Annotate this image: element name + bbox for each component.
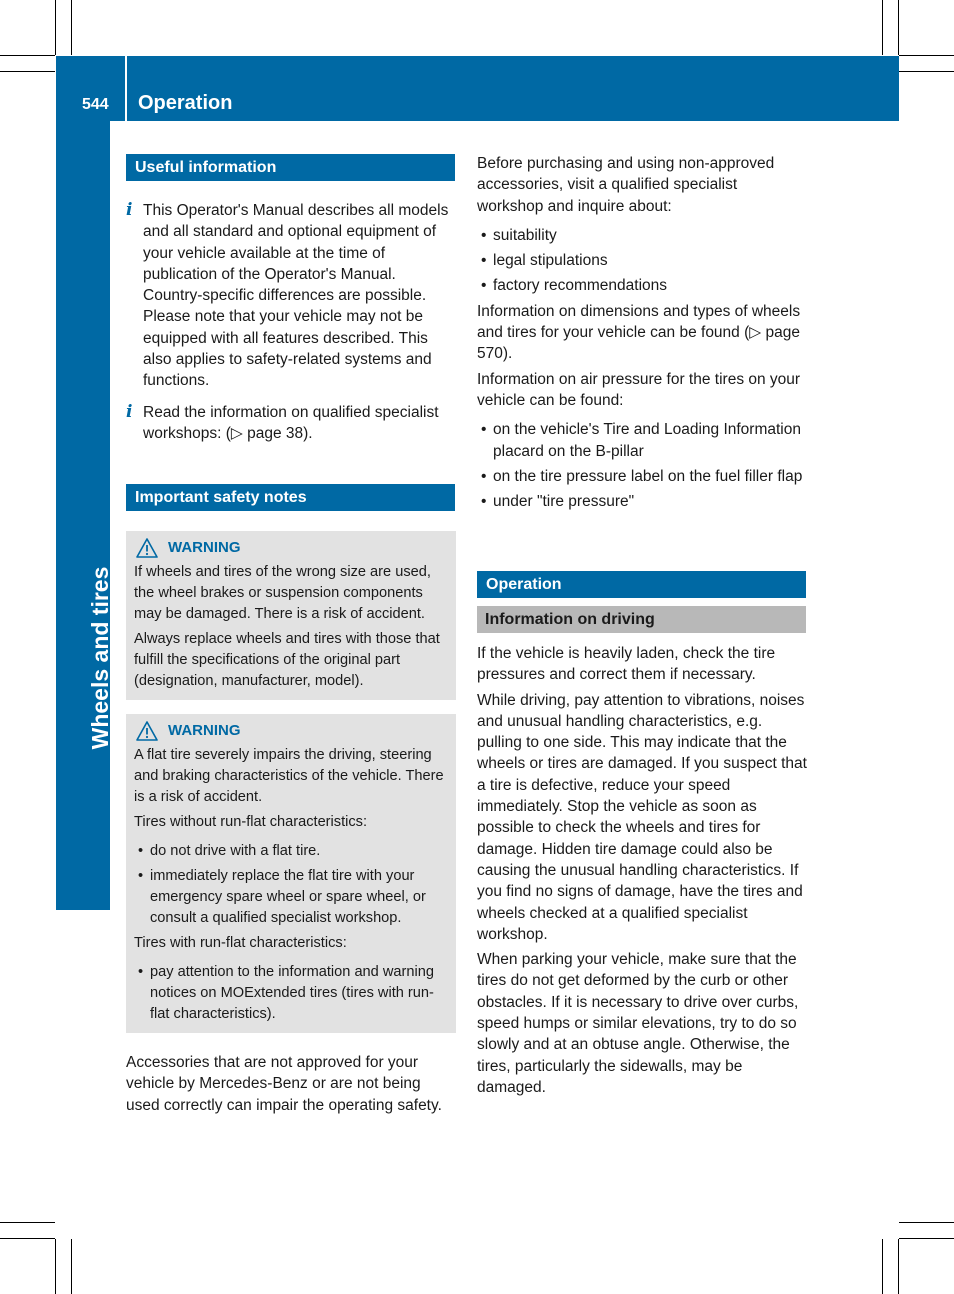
crop-mark — [899, 55, 954, 56]
warning-box — [126, 714, 456, 1033]
driving-text: When parking your vehicle, make sure that the tires do not get deformed by the curb or other obstacles. If it is necessary to drive over curbs, speed humps or similar elevations, try to do so slowly and at an obtuse angle. Otherwise, the tires, particularly the sidewalls, may be damaged. — [477, 951, 799, 1096]
warning-text: Tires with run-flat characteristics: — [134, 935, 347, 951]
dimensions-text: Information on dimensions and types of wheels and tires for your vehicle can be found (▷ page 570). — [477, 302, 801, 363]
operation-section — [477, 571, 807, 1098]
list-item: • do not drive with a flat tire. — [134, 841, 448, 862]
left-column — [126, 154, 456, 444]
safety-notes-heading: Important safety notes — [126, 484, 455, 511]
list-item: • legal stipulations — [477, 250, 807, 271]
list-item: • factory recommendations — [477, 275, 807, 296]
pressure-text: Information on air pressure for the tires on your vehicle can be found: — [477, 370, 801, 409]
info-icon: i — [126, 200, 133, 220]
driving-subheading: Information on driving — [477, 606, 806, 633]
header-divider — [125, 56, 127, 121]
bullet-list — [477, 419, 807, 512]
section-title: Operation — [138, 92, 233, 114]
driving-text: While driving, pay attention to vibrations, noises and unusual handling characteristics, e.g. pulling to one side. This may indicate that the wheels or tires are damaged. If you suspect that a tire is defective, reduce your speed immediately. Stop the vehicle as soon as possible to check the wheels and tires for damage. Hidden tire damage could also be causing the unusual handling characteristics. If you find no signs of damage, have the tires and wheels checked at a qualified specialist workshop. — [477, 691, 807, 943]
crop-mark — [899, 71, 954, 72]
warning-box — [126, 531, 456, 700]
info-icon: i — [126, 401, 133, 422]
info-note — [126, 402, 456, 445]
crop-mark — [0, 1222, 55, 1223]
crop-mark — [71, 1239, 72, 1294]
crop-mark — [899, 1222, 954, 1223]
list-item: • under "tire pressure" — [477, 491, 807, 512]
bullet-list — [134, 962, 448, 1025]
crop-mark — [55, 0, 56, 55]
warning-label: WARNING — [168, 539, 241, 556]
crop-mark — [898, 1239, 899, 1294]
warning-label: WARNING — [168, 722, 241, 739]
bullet-list — [477, 225, 807, 297]
useful-information-heading: Useful information — [126, 154, 455, 181]
operation-heading: Operation — [477, 571, 806, 598]
bullet-list — [134, 841, 448, 929]
crop-mark — [0, 1238, 55, 1239]
list-item: • pay attention to the information and warning notices on MOExtended tires (tires with run-flat characteristics). — [134, 962, 448, 1025]
safety-section — [126, 484, 456, 1116]
list-item: • immediately replace the flat tire with your emergency spare wheel or spare wheel, or consult a qualified specialist workshop. — [134, 866, 448, 929]
crop-mark — [882, 0, 883, 55]
list-item: • on the tire pressure label on the fuel filler flap — [477, 466, 807, 487]
warning-text: A flat tire severely impairs the driving, steering and braking characteristics of the vehicle. There is a risk of accident. — [134, 747, 444, 805]
driving-text: If the vehicle is heavily laden, check the tire pressures and correct them if necessary. — [477, 645, 776, 684]
list-item: • suitability — [477, 225, 807, 246]
crop-mark — [882, 1239, 883, 1294]
crop-mark — [898, 0, 899, 55]
page-number: 544 — [82, 96, 109, 113]
crop-mark — [0, 71, 55, 72]
crop-mark — [0, 55, 55, 56]
info-note-text: Read the information on qualified specialist workshops: (▷ page 38). — [143, 403, 439, 442]
crop-mark — [71, 0, 72, 55]
warning-title — [134, 537, 448, 559]
crop-mark — [55, 1239, 56, 1294]
warning-text: Tires without run-flat characteristics: — [134, 814, 368, 830]
warning-title — [134, 720, 448, 742]
info-note-text: This Operator's Manual describes all models and all standard and optional equipment of your vehicle available at the time of publication of the Operator's Manual. Country-specific differences are possible. Please note that your vehicle may not be equipped with all features described. This also applies to safety-related systems and functions. — [143, 202, 449, 390]
crop-mark — [899, 1238, 954, 1239]
info-note — [126, 200, 456, 392]
warning-triangle-icon — [136, 721, 158, 741]
accessories-text: Accessories that are not approved for your vehicle by Mercedes-Benz or are not being used correctly can impair the operating safety. — [126, 1054, 442, 1114]
accessories-intro: Before purchasing and using non-approved accessories, visit a qualified specialist workshop and inquire about: — [477, 155, 775, 215]
warning-text: If wheels and tires of the wrong size are used, the wheel brakes or suspension components may be damaged. There is a risk of accident. — [134, 564, 431, 622]
warning-text: Always replace wheels and tires with those that fulfill the specifications of the original part (designation, manufacturer, model). — [134, 631, 440, 689]
warning-triangle-icon — [136, 538, 158, 558]
right-column — [477, 153, 807, 512]
chapter-tab-label: Wheels and tires — [87, 566, 113, 750]
list-item: • on the vehicle's Tire and Loading Information placard on the B-pillar — [477, 419, 807, 462]
